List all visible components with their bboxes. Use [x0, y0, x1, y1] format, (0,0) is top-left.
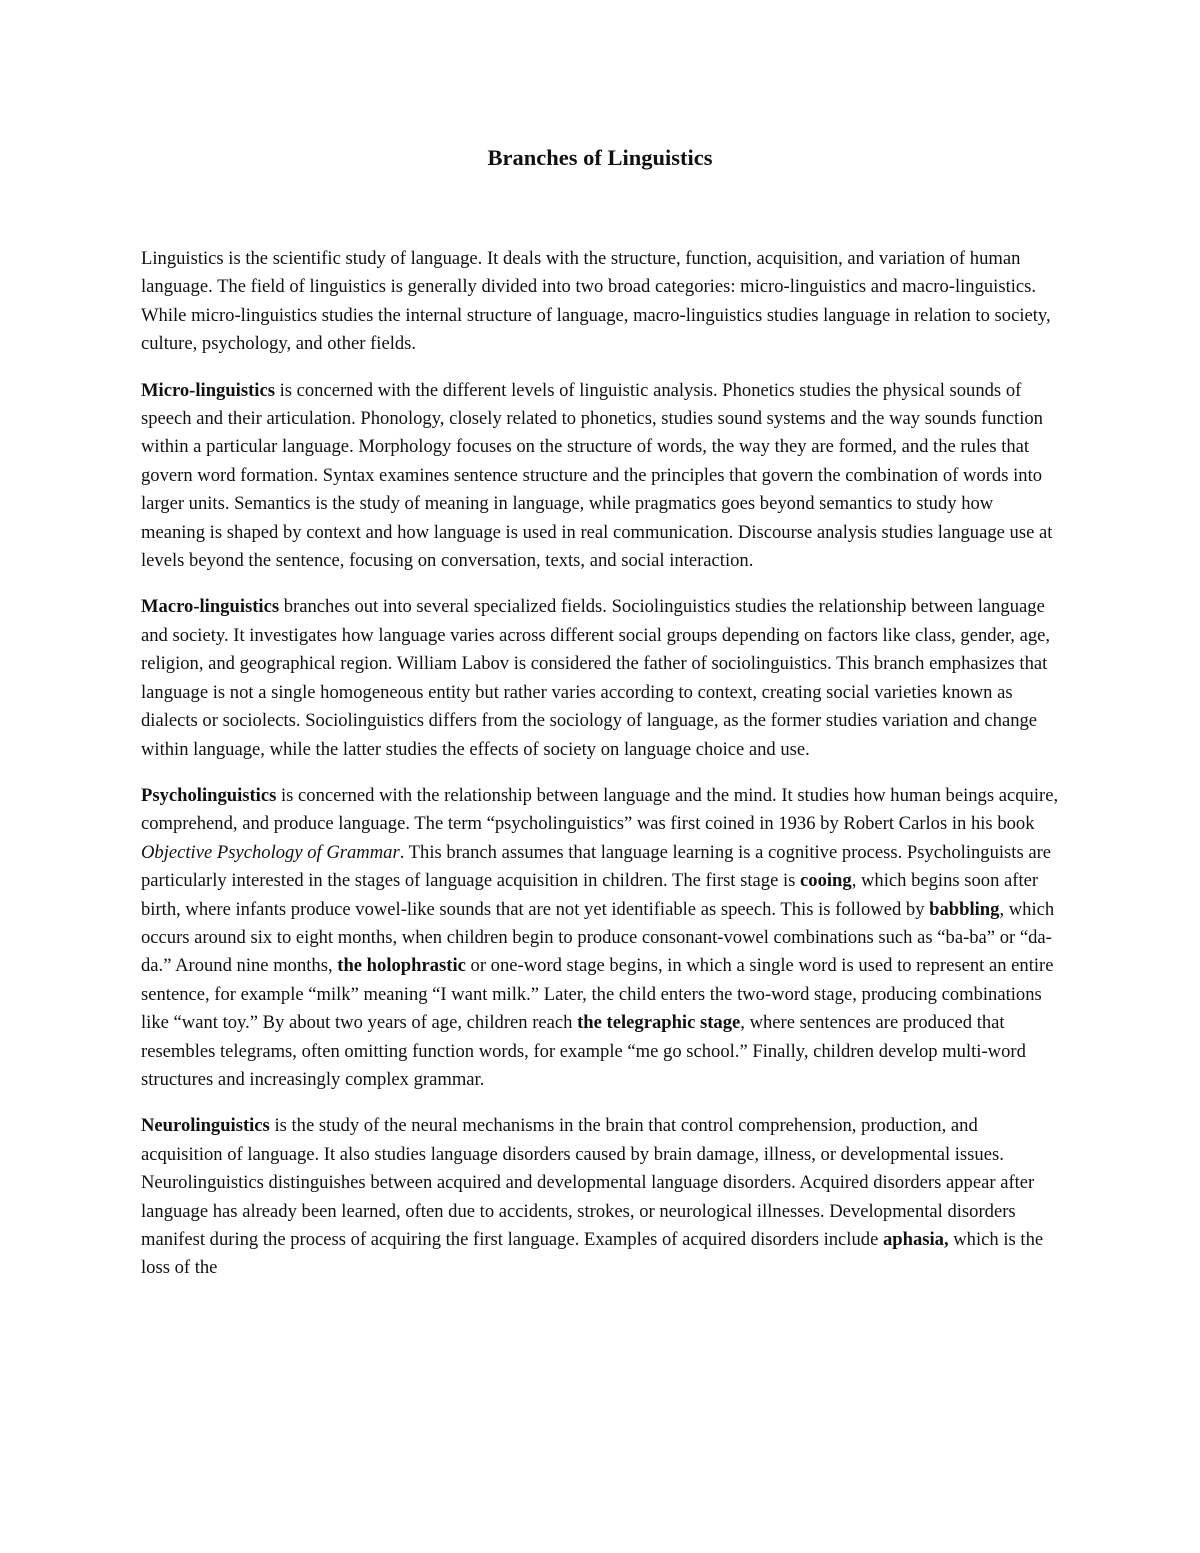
paragraph-text: branches out into several specialized fields. Sociolinguistics studies the relationship between language and society. It investigates how language varies across different social groups depending on factors like class, gender, age, religion, and geographical region. William Labov is considered the father of sociolinguistics. This branch emphasizes that language is not a single homogeneous entity but rather varies according to context, creating social varieties known as dialects or sociolects. Sociolinguistics differs from the sociology of language, as the former studies variation and change within language, while the latter studies the effects of society on language choice and use. — [141, 596, 1051, 760]
paragraph-text: which is the loss of the — [141, 1229, 1044, 1279]
bold-term: the holophrastic — [337, 955, 466, 977]
paragraph-text: is concerned with the different levels of linguistic analysis. Phonetics studies the physical sounds of speech and their articulation. Phonology, closely related to phonetics, studies sound systems and the way sounds function within a particular language. Morphology focuses on the structure of words, the way they are formed, and the rules that govern word formation. Syntax examines sentence structure and the principles that govern the combination of words into larger units. Semantics is the study of meaning in language, while pragmatics goes beyond semantics to study how meaning is shaped by context and how language is used in real communication. Discourse analysis studies language use at levels beyond the sentence, focusing on conversation, texts, and social interaction. — [141, 379, 1053, 572]
bold-term: Macro-linguistics — [141, 596, 280, 618]
paragraph-text: is the study of the neural mechanisms in the brain that control comprehension, production, and acquisition of language. It also studies language disorders caused by brain damage, illness, or developmental issues. Neurolinguistics distinguishes between acquired and developmental language disorders. Acquired disorders appear after language has already been learned, often due to accidents, strokes, or neurological illnesses. Developmental disorders manifest during the process of acquiring the first language. Examples of acquired disorders include — [141, 1115, 1035, 1250]
bold-term: Micro-linguistics — [141, 379, 275, 401]
bold-term: the telegraphic stage — [577, 1012, 741, 1034]
paragraph-text: . This branch assumes that language learning is a cognitive process. Psycholinguists are particularly interested in the stages of language acquisition in children. The first stage is — [141, 841, 1052, 892]
paragraph-text: , which begins soon after birth, where infants produce vowel-like sounds that are not yet identifiable as speech. This is followed by — [141, 870, 1039, 920]
document-body — [141, 245, 1061, 1301]
bold-term: Psycholinguistics — [141, 784, 277, 806]
paragraph-text: or one-word stage begins, in which a single word is used to represent an entire sentence, for example “milk” meaning “I want milk.” Later, the child enters the two-word stage, producing combinations like “want toy.” By about two years of age, children reach — [141, 955, 1054, 1034]
paragraph-text: Linguistics is the scientific study of language. It deals with the structure, function, acquisition, and variation of human language. The field of linguistics is generally divided into two broad categories: micro-linguistics and macro-linguistics. While micro-linguistics studies the internal structure of language, macro-linguistics studies language in relation to society, culture, psychology, and other fields. — [141, 248, 1051, 355]
bold-term: Neurolinguistics — [141, 1115, 270, 1137]
paragraph-intro — [141, 245, 1061, 359]
paragraph-psycholinguistics — [141, 782, 1061, 1094]
document-title: Branches of Linguistics — [487, 145, 713, 170]
paragraph-micro-linguistics — [141, 377, 1061, 576]
paragraph-text: is concerned with the relationship between language and the mind. It studies how human beings acquire, comprehend, and produce language. The term “psycholinguistics” was first coined in 1936 by Robert Carlos in his book — [141, 784, 1059, 835]
paragraph-macro-linguistics — [141, 593, 1061, 763]
book-title: Objective Psychology of Grammar — [141, 841, 400, 863]
bold-term: babbling — [929, 898, 1000, 920]
paragraph-neurolinguistics — [141, 1112, 1061, 1282]
bold-term: cooing — [800, 870, 852, 892]
paragraph-text: , which occurs around six to eight months, when children begin to produce consonant-vowel combinations such as “ba-ba” or “da-da.” Around nine months, — [141, 898, 1055, 977]
paragraph-text: , where sentences are produced that resembles telegrams, often omitting function words, for example “me go school.” Finally, children develop multi-word structures and increasingly complex grammar. — [141, 1012, 1026, 1090]
bold-term: aphasia, — [882, 1229, 949, 1250]
